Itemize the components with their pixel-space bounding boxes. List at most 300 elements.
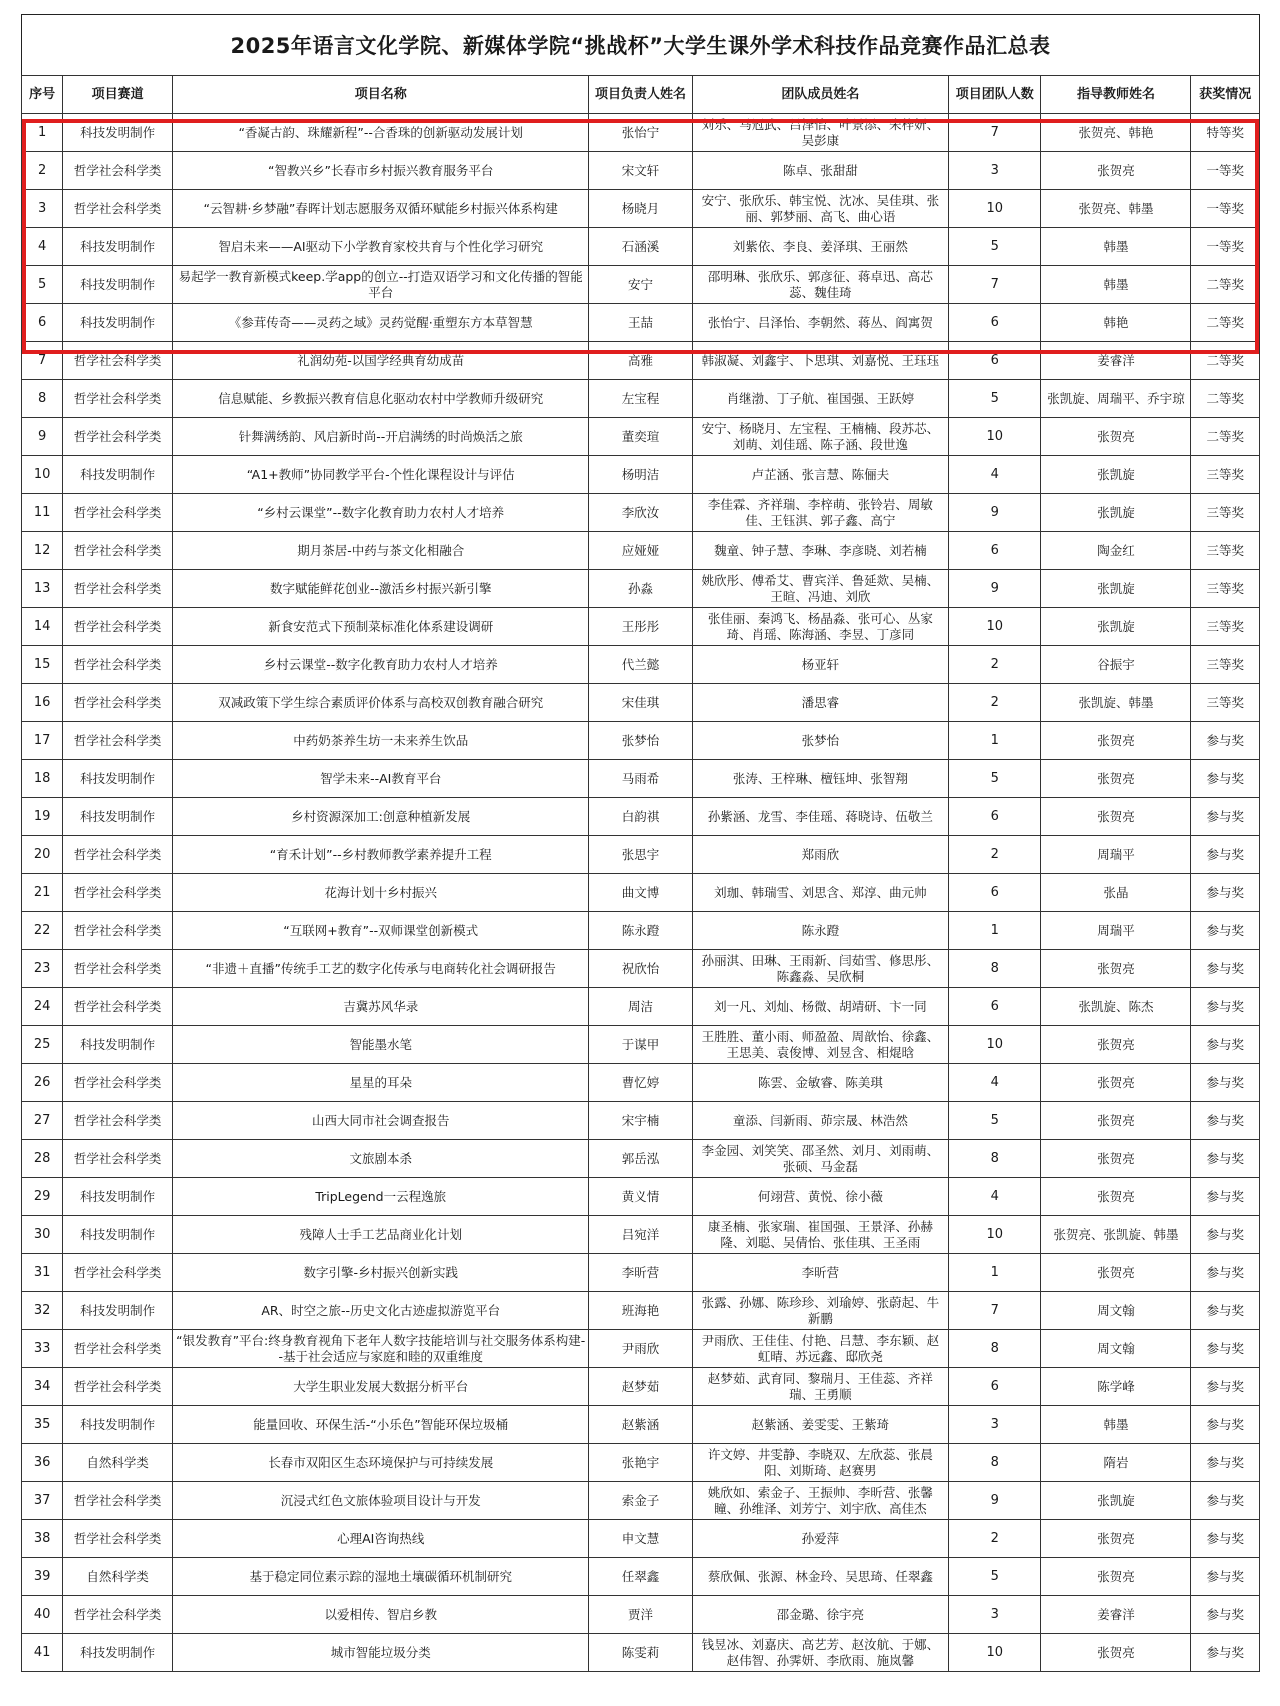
cell-award: 参与奖 xyxy=(1191,874,1260,912)
cell-advisor: 韩墨 xyxy=(1041,266,1191,304)
cell-track: 科技发明制作 xyxy=(63,1178,173,1216)
cell-award: 参与奖 xyxy=(1191,1178,1260,1216)
table-row xyxy=(22,190,1260,228)
header-leader: 项目负责人姓名 xyxy=(589,76,692,114)
cell-team-size: 10 xyxy=(949,190,1041,228)
cell-advisor: 张贺亮 xyxy=(1041,798,1191,836)
cell-leader: 代兰懿 xyxy=(589,646,692,684)
cell-award: 二等奖 xyxy=(1191,418,1260,456)
cell-team-size: 6 xyxy=(949,342,1041,380)
cell-members: 姚欣彤、傅希艾、曹宾洋、鲁延欻、吴楠、王暄、冯迪、刘欣 xyxy=(692,570,949,608)
cell-members: 杨亚轩 xyxy=(692,646,949,684)
cell-team-size: 5 xyxy=(949,1558,1041,1596)
cell-members: 钱昱冰、刘嘉庆、高艺芳、赵汝航、于娜、赵伟智、孙霁妍、李欣雨、施岚馨 xyxy=(692,1634,949,1672)
cell-members: 陈卓、张甜甜 xyxy=(692,152,949,190)
cell-advisor: 张贺亮 xyxy=(1041,1558,1191,1596)
cell-award: 三等奖 xyxy=(1191,684,1260,722)
table-row xyxy=(22,950,1260,988)
cell-members: 李金园、刘笑笑、邵圣然、刘月、刘雨萌、张硕、马金磊 xyxy=(692,1140,949,1178)
table-row xyxy=(22,1254,1260,1292)
cell-members: 尹雨欣、王佳佳、付艳、吕慧、李东颖、赵虹晴、苏远鑫、邸欣尧 xyxy=(692,1330,949,1368)
cell-advisor: 张凯旋 xyxy=(1041,570,1191,608)
cell-track: 科技发明制作 xyxy=(63,760,173,798)
cell-project-name: 能量回收、环保生活-“小乐色”智能环保垃圾桶 xyxy=(173,1406,589,1444)
cell-leader: 任翠鑫 xyxy=(589,1558,692,1596)
cell-track: 哲学社会科学类 xyxy=(63,912,173,950)
cell-advisor: 张贺亮 xyxy=(1041,1064,1191,1102)
table-row xyxy=(22,1178,1260,1216)
cell-index: 28 xyxy=(22,1140,63,1178)
table-row xyxy=(22,570,1260,608)
cell-index: 10 xyxy=(22,456,63,494)
cell-leader: 高雅 xyxy=(589,342,692,380)
cell-index: 36 xyxy=(22,1444,63,1482)
cell-advisor: 张贺亮、韩艳 xyxy=(1041,114,1191,152)
cell-project-name: “银发教育”平台:终身教育视角下老年人数字技能培训与社交服务体系构建--基于社会适应与家庭和睦的双重维度 xyxy=(173,1330,589,1368)
cell-team-size: 6 xyxy=(949,532,1041,570)
cell-advisor: 张凯旋 xyxy=(1041,494,1191,532)
cell-award: 参与奖 xyxy=(1191,1634,1260,1672)
cell-project-name: 基于稳定同位素示踪的湿地土壤碳循环机制研究 xyxy=(173,1558,589,1596)
cell-index: 5 xyxy=(22,266,63,304)
table-row xyxy=(22,1216,1260,1254)
cell-advisor: 张贺亮、韩墨 xyxy=(1041,190,1191,228)
cell-team-size: 8 xyxy=(949,1140,1041,1178)
cell-track: 科技发明制作 xyxy=(63,456,173,494)
cell-index: 38 xyxy=(22,1520,63,1558)
cell-team-size: 5 xyxy=(949,760,1041,798)
cell-index: 11 xyxy=(22,494,63,532)
cell-team-size: 7 xyxy=(949,266,1041,304)
cell-track: 哲学社会科学类 xyxy=(63,190,173,228)
cell-project-name: 双减政策下学生综合素质评价体系与高校双创教育融合研究 xyxy=(173,684,589,722)
cell-advisor: 张凯旋、韩墨 xyxy=(1041,684,1191,722)
cell-team-size: 10 xyxy=(949,1026,1041,1064)
cell-track: 科技发明制作 xyxy=(63,1216,173,1254)
cell-members: 康圣楠、张家瑞、崔国强、王景泽、孙赫隆、刘聪、吴倩怡、张佳琪、王圣雨 xyxy=(692,1216,949,1254)
cell-index: 6 xyxy=(22,304,63,342)
cell-project-name: 残障人士手工艺品商业化计划 xyxy=(173,1216,589,1254)
cell-award: 特等奖 xyxy=(1191,114,1260,152)
cell-index: 26 xyxy=(22,1064,63,1102)
table-row xyxy=(22,1596,1260,1634)
cell-track: 科技发明制作 xyxy=(63,1406,173,1444)
cell-track: 哲学社会科学类 xyxy=(63,1064,173,1102)
cell-advisor: 韩艳 xyxy=(1041,304,1191,342)
cell-team-size: 7 xyxy=(949,1292,1041,1330)
cell-leader: 李昕营 xyxy=(589,1254,692,1292)
cell-advisor: 姜睿洋 xyxy=(1041,1596,1191,1634)
header-advisor: 指导教师姓名 xyxy=(1041,76,1191,114)
cell-track: 科技发明制作 xyxy=(63,228,173,266)
table-row xyxy=(22,152,1260,190)
cell-advisor: 张贺亮 xyxy=(1041,1140,1191,1178)
cell-leader: 班海艳 xyxy=(589,1292,692,1330)
cell-leader: 张梦怡 xyxy=(589,722,692,760)
cell-members: 刘紫依、李良、姜泽琪、王丽然 xyxy=(692,228,949,266)
cell-members: 何翊营、黄悦、徐小薇 xyxy=(692,1178,949,1216)
cell-team-size: 1 xyxy=(949,912,1041,950)
cell-index: 12 xyxy=(22,532,63,570)
cell-index: 32 xyxy=(22,1292,63,1330)
cell-track: 科技发明制作 xyxy=(63,1292,173,1330)
summary-table xyxy=(21,75,1260,1672)
cell-team-size: 6 xyxy=(949,304,1041,342)
cell-project-name: “非遗＋直播”传统手工艺的数字化传承与电商转化社会调研报告 xyxy=(173,950,589,988)
cell-leader: 石涵溪 xyxy=(589,228,692,266)
table-row xyxy=(22,228,1260,266)
cell-advisor: 韩墨 xyxy=(1041,228,1191,266)
cell-track: 哲学社会科学类 xyxy=(63,418,173,456)
table-row xyxy=(22,456,1260,494)
cell-members: 张涛、王梓琳、檀钰坤、张智翔 xyxy=(692,760,949,798)
cell-award: 参与奖 xyxy=(1191,912,1260,950)
cell-project-name: “乡村云课堂”--数字化教育助力农村人才培养 xyxy=(173,494,589,532)
cell-index: 40 xyxy=(22,1596,63,1634)
cell-members: 孙爱萍 xyxy=(692,1520,949,1558)
cell-track: 哲学社会科学类 xyxy=(63,684,173,722)
cell-project-name: 沉浸式红色文旅体验项目设计与开发 xyxy=(173,1482,589,1520)
cell-index: 29 xyxy=(22,1178,63,1216)
cell-award: 参与奖 xyxy=(1191,1482,1260,1520)
cell-advisor: 张贺亮 xyxy=(1041,418,1191,456)
cell-leader: 董奕瑄 xyxy=(589,418,692,456)
cell-track: 哲学社会科学类 xyxy=(63,380,173,418)
cell-members: 孙紫涵、龙雪、李佳瑶、蒋晓诗、伍敬兰 xyxy=(692,798,949,836)
cell-team-size: 6 xyxy=(949,874,1041,912)
cell-index: 9 xyxy=(22,418,63,456)
cell-award: 参与奖 xyxy=(1191,1444,1260,1482)
cell-leader: 宋佳琪 xyxy=(589,684,692,722)
cell-team-size: 1 xyxy=(949,1254,1041,1292)
cell-leader: 吕宛洋 xyxy=(589,1216,692,1254)
cell-award: 参与奖 xyxy=(1191,1064,1260,1102)
cell-advisor: 谷振宇 xyxy=(1041,646,1191,684)
cell-project-name: 智能墨水笔 xyxy=(173,1026,589,1064)
cell-award: 参与奖 xyxy=(1191,1140,1260,1178)
table-row xyxy=(22,646,1260,684)
cell-award: 三等奖 xyxy=(1191,456,1260,494)
cell-advisor: 张贺亮 xyxy=(1041,722,1191,760)
table-row xyxy=(22,1140,1260,1178)
cell-advisor: 陶金红 xyxy=(1041,532,1191,570)
cell-leader: 白韵祺 xyxy=(589,798,692,836)
table-row xyxy=(22,874,1260,912)
cell-leader: 宋文轩 xyxy=(589,152,692,190)
cell-team-size: 2 xyxy=(949,836,1041,874)
cell-members: 肖继渤、丁子航、崔国强、王跃婷 xyxy=(692,380,949,418)
table-row xyxy=(22,342,1260,380)
cell-team-size: 10 xyxy=(949,418,1041,456)
cell-advisor: 陈学峰 xyxy=(1041,1368,1191,1406)
cell-team-size: 6 xyxy=(949,988,1041,1026)
header-award: 获奖情况 xyxy=(1191,76,1260,114)
cell-index: 37 xyxy=(22,1482,63,1520)
cell-project-name: 文旅剧本杀 xyxy=(173,1140,589,1178)
cell-index: 25 xyxy=(22,1026,63,1064)
cell-leader: 黄义情 xyxy=(589,1178,692,1216)
cell-advisor: 张贺亮 xyxy=(1041,1520,1191,1558)
cell-leader: 应娅娅 xyxy=(589,532,692,570)
table-row xyxy=(22,988,1260,1026)
cell-advisor: 张凯旋、陈杰 xyxy=(1041,988,1191,1026)
cell-track: 哲学社会科学类 xyxy=(63,1254,173,1292)
cell-members: 陈永蹬 xyxy=(692,912,949,950)
cell-award: 参与奖 xyxy=(1191,1520,1260,1558)
cell-award: 参与奖 xyxy=(1191,1254,1260,1292)
table-row xyxy=(22,1368,1260,1406)
cell-award: 二等奖 xyxy=(1191,266,1260,304)
cell-leader: 陈永蹬 xyxy=(589,912,692,950)
cell-advisor: 周瑞平 xyxy=(1041,836,1191,874)
cell-project-name: 长春市双阳区生态环境保护与可持续发展 xyxy=(173,1444,589,1482)
cell-advisor: 周文翰 xyxy=(1041,1330,1191,1368)
cell-team-size: 2 xyxy=(949,1520,1041,1558)
cell-advisor: 张凯旋、周瑞平、乔宇琼 xyxy=(1041,380,1191,418)
table-row xyxy=(22,798,1260,836)
cell-index: 2 xyxy=(22,152,63,190)
sheet-title: 2025年语言文化学院、新媒体学院“挑战杯”大学生课外学术科技作品竞赛作品汇总表 xyxy=(21,14,1260,75)
cell-track: 自然科学类 xyxy=(63,1558,173,1596)
table-row xyxy=(22,304,1260,342)
cell-award: 参与奖 xyxy=(1191,1406,1260,1444)
cell-award: 参与奖 xyxy=(1191,1102,1260,1140)
cell-leader: 孙淼 xyxy=(589,570,692,608)
cell-members: 张梦怡 xyxy=(692,722,949,760)
table-row xyxy=(22,1406,1260,1444)
cell-members: 张怡宁、吕泽怡、李朝然、蒋丛、阎寓贺 xyxy=(692,304,949,342)
cell-index: 24 xyxy=(22,988,63,1026)
cell-index: 7 xyxy=(22,342,63,380)
cell-members: 许文婷、井雯静、李晓双、左欣蕊、张晨阳、刘斯琦、赵赛男 xyxy=(692,1444,949,1482)
cell-advisor: 张凯旋 xyxy=(1041,608,1191,646)
cell-track: 哲学社会科学类 xyxy=(63,1368,173,1406)
table-row xyxy=(22,1520,1260,1558)
cell-team-size: 5 xyxy=(949,380,1041,418)
cell-track: 哲学社会科学类 xyxy=(63,342,173,380)
cell-members: 郑雨欣 xyxy=(692,836,949,874)
table-row xyxy=(22,380,1260,418)
cell-members: 张露、孙娜、陈珍珍、刘瑜婷、张蔚起、牛新鹏 xyxy=(692,1292,949,1330)
cell-team-size: 6 xyxy=(949,798,1041,836)
cell-leader: 张思宇 xyxy=(589,836,692,874)
cell-track: 哲学社会科学类 xyxy=(63,1330,173,1368)
cell-award: 参与奖 xyxy=(1191,836,1260,874)
cell-members: 李昕营 xyxy=(692,1254,949,1292)
cell-project-name: 心理AI咨询热线 xyxy=(173,1520,589,1558)
cell-leader: 陈雯莉 xyxy=(589,1634,692,1672)
cell-advisor: 张贺亮 xyxy=(1041,1634,1191,1672)
cell-index: 30 xyxy=(22,1216,63,1254)
cell-leader: 宋宇楠 xyxy=(589,1102,692,1140)
table-row xyxy=(22,836,1260,874)
cell-leader: 祝欣怡 xyxy=(589,950,692,988)
cell-award: 参与奖 xyxy=(1191,760,1260,798)
table-row xyxy=(22,494,1260,532)
cell-award: 三等奖 xyxy=(1191,646,1260,684)
cell-project-name: 期月茶居-中药与茶文化相融合 xyxy=(173,532,589,570)
cell-advisor: 周文翰 xyxy=(1041,1292,1191,1330)
cell-award: 三等奖 xyxy=(1191,532,1260,570)
cell-members: 王胜胜、董小雨、师盈盈、周歆怡、徐鑫、王思美、袁俊博、刘昱含、相焜晗 xyxy=(692,1026,949,1064)
cell-advisor: 周瑞平 xyxy=(1041,912,1191,950)
cell-index: 41 xyxy=(22,1634,63,1672)
cell-members: 姚欣如、索金子、王振帅、李昕营、张馨瞳、孙维泽、刘芳宁、刘宇欣、高佳杰 xyxy=(692,1482,949,1520)
cell-index: 8 xyxy=(22,380,63,418)
cell-members: 刘乐、马冠武、吕泽怡、叶景添、朱梓妍、吴彭康 xyxy=(692,114,949,152)
cell-leader: 张艳宇 xyxy=(589,1444,692,1482)
cell-members: 童添、闫新雨、茆宗晟、林浩然 xyxy=(692,1102,949,1140)
cell-track: 哲学社会科学类 xyxy=(63,874,173,912)
cell-team-size: 9 xyxy=(949,494,1041,532)
table-row xyxy=(22,1330,1260,1368)
cell-index: 15 xyxy=(22,646,63,684)
cell-project-name: 大学生职业发展大数据分析平台 xyxy=(173,1368,589,1406)
cell-index: 1 xyxy=(22,114,63,152)
cell-track: 科技发明制作 xyxy=(63,304,173,342)
header-track: 项目赛道 xyxy=(63,76,173,114)
cell-track: 自然科学类 xyxy=(63,1444,173,1482)
cell-members: 赵梦茹、武育同、黎瑞月、王佳蕊、齐祥瑞、王勇顺 xyxy=(692,1368,949,1406)
cell-index: 14 xyxy=(22,608,63,646)
table-row xyxy=(22,1102,1260,1140)
cell-project-name: 乡村资源深加工:创意种植新发展 xyxy=(173,798,589,836)
cell-index: 35 xyxy=(22,1406,63,1444)
cell-team-size: 10 xyxy=(949,608,1041,646)
cell-advisor: 张凯旋 xyxy=(1041,456,1191,494)
cell-leader: 杨晓月 xyxy=(589,190,692,228)
cell-team-size: 6 xyxy=(949,1368,1041,1406)
cell-leader: 尹雨欣 xyxy=(589,1330,692,1368)
cell-project-name: 易起学一教育新模式keep.学app的创立--打造双语学习和文化传播的智能平台 xyxy=(173,266,589,304)
cell-members: 刘一凡、刘灿、杨微、胡靖研、卞一同 xyxy=(692,988,949,1026)
cell-project-name: 信息赋能、乡教振兴教育信息化驱动农村中学教师升级研究 xyxy=(173,380,589,418)
cell-leader: 王彤彤 xyxy=(589,608,692,646)
cell-advisor: 张凯旋 xyxy=(1041,1482,1191,1520)
cell-track: 科技发明制作 xyxy=(63,1634,173,1672)
cell-members: 韩淑凝、刘鑫宇、卜思琪、刘嘉悦、王珏珏 xyxy=(692,342,949,380)
cell-advisor: 张贺亮 xyxy=(1041,1178,1191,1216)
header-index: 序号 xyxy=(22,76,63,114)
cell-index: 16 xyxy=(22,684,63,722)
cell-members: 张佳丽、秦鸿飞、杨晶淼、张可心、丛家琦、肖瑶、陈海涵、李昱、丁彦同 xyxy=(692,608,949,646)
cell-project-name: “智教兴乡”长春市乡村振兴教育服务平台 xyxy=(173,152,589,190)
cell-team-size: 5 xyxy=(949,228,1041,266)
table-row xyxy=(22,1634,1260,1672)
cell-index: 23 xyxy=(22,950,63,988)
cell-team-size: 10 xyxy=(949,1216,1041,1254)
cell-index: 13 xyxy=(22,570,63,608)
cell-project-name: 山西大同市社会调查报告 xyxy=(173,1102,589,1140)
cell-team-size: 9 xyxy=(949,1482,1041,1520)
cell-award: 参与奖 xyxy=(1191,798,1260,836)
cell-project-name: TripLegend一云程逸旅 xyxy=(173,1178,589,1216)
cell-index: 33 xyxy=(22,1330,63,1368)
cell-track: 哲学社会科学类 xyxy=(63,1482,173,1520)
cell-team-size: 5 xyxy=(949,1102,1041,1140)
cell-project-name: 城市智能垃圾分类 xyxy=(173,1634,589,1672)
cell-award: 三等奖 xyxy=(1191,570,1260,608)
table-body xyxy=(22,114,1260,1672)
cell-leader: 周洁 xyxy=(589,988,692,1026)
cell-advisor: 张贺亮 xyxy=(1041,1026,1191,1064)
cell-award: 参与奖 xyxy=(1191,950,1260,988)
cell-leader: 李欣汝 xyxy=(589,494,692,532)
table-row xyxy=(22,684,1260,722)
cell-index: 18 xyxy=(22,760,63,798)
cell-track: 哲学社会科学类 xyxy=(63,1596,173,1634)
cell-track: 哲学社会科学类 xyxy=(63,152,173,190)
cell-index: 3 xyxy=(22,190,63,228)
table-row xyxy=(22,1482,1260,1520)
cell-project-name: 乡村云课堂--数字化教育助力农村人才培养 xyxy=(173,646,589,684)
cell-members: 蔡欣佩、张源、林金玲、吴思琦、任翠鑫 xyxy=(692,1558,949,1596)
table-row xyxy=(22,1444,1260,1482)
cell-track: 哲学社会科学类 xyxy=(63,988,173,1026)
cell-track: 哲学社会科学类 xyxy=(63,532,173,570)
cell-team-size: 4 xyxy=(949,1064,1041,1102)
cell-leader: 左宝程 xyxy=(589,380,692,418)
cell-project-name: 针舞满绣韵、风启新时尚--开启满绣的时尚焕活之旅 xyxy=(173,418,589,456)
cell-track: 哲学社会科学类 xyxy=(63,570,173,608)
cell-advisor: 张贺亮 xyxy=(1041,1102,1191,1140)
cell-members: 邵明琳、张欣乐、郭彦征、蒋卓迅、高芯蕊、魏佳琦 xyxy=(692,266,949,304)
cell-leader: 索金子 xyxy=(589,1482,692,1520)
cell-track: 哲学社会科学类 xyxy=(63,608,173,646)
cell-project-name: 礼润幼苑-以国学经典育幼成苗 xyxy=(173,342,589,380)
cell-index: 39 xyxy=(22,1558,63,1596)
cell-leader: 于谋甲 xyxy=(589,1026,692,1064)
cell-members: 孙丽淇、田琳、王雨新、闫茹雪、修思彤、陈鑫淼、吴欣桐 xyxy=(692,950,949,988)
cell-track: 科技发明制作 xyxy=(63,266,173,304)
table-row xyxy=(22,608,1260,646)
table-row xyxy=(22,912,1260,950)
cell-award: 一等奖 xyxy=(1191,152,1260,190)
cell-award: 参与奖 xyxy=(1191,988,1260,1026)
cell-members: 刘珈、韩瑞雪、刘思含、郑淳、曲元帅 xyxy=(692,874,949,912)
cell-project-name: 智启未来——AI驱动下小学教育家校共育与个性化学习研究 xyxy=(173,228,589,266)
cell-members: 赵紫涵、姜雯雯、王紫琦 xyxy=(692,1406,949,1444)
cell-advisor: 张贺亮 xyxy=(1041,152,1191,190)
cell-project-name: 吉冀苏风华录 xyxy=(173,988,589,1026)
cell-leader: 安宁 xyxy=(589,266,692,304)
cell-index: 34 xyxy=(22,1368,63,1406)
table-row xyxy=(22,1292,1260,1330)
cell-advisor: 韩墨 xyxy=(1041,1406,1191,1444)
cell-project-name: 数字引擎-乡村振兴创新实践 xyxy=(173,1254,589,1292)
cell-members: 安宁、杨晓月、左宝程、王楠楠、段苏芯、刘萌、刘佳瑶、陈子涵、段世逸 xyxy=(692,418,949,456)
cell-leader: 张怡宁 xyxy=(589,114,692,152)
summary-sheet xyxy=(21,14,1260,1672)
cell-advisor: 姜睿洋 xyxy=(1041,342,1191,380)
cell-team-size: 3 xyxy=(949,152,1041,190)
cell-index: 19 xyxy=(22,798,63,836)
table-row xyxy=(22,722,1260,760)
header-team-size: 项目团队人数 xyxy=(949,76,1041,114)
cell-project-name: “云智耕·乡梦融”春晖计划志愿服务双循环赋能乡村振兴体系构建 xyxy=(173,190,589,228)
cell-award: 参与奖 xyxy=(1191,1292,1260,1330)
cell-members: 李佳霖、齐祥瑞、李梓萌、张铃岩、周敏佳、王钰淇、郭子鑫、高宁 xyxy=(692,494,949,532)
cell-project-name: “香凝古韵、珠耀新程”--合香珠的创新驱动发展计划 xyxy=(173,114,589,152)
table-row xyxy=(22,1064,1260,1102)
cell-members: 潘思睿 xyxy=(692,684,949,722)
cell-team-size: 4 xyxy=(949,456,1041,494)
cell-index: 20 xyxy=(22,836,63,874)
cell-members: 卢芷涵、张言慧、陈俪夫 xyxy=(692,456,949,494)
cell-project-name: 以爱相传、智启乡教 xyxy=(173,1596,589,1634)
cell-advisor: 张贺亮、张凯旋、韩墨 xyxy=(1041,1216,1191,1254)
cell-members: 陈雲、金敏睿、陈美琪 xyxy=(692,1064,949,1102)
